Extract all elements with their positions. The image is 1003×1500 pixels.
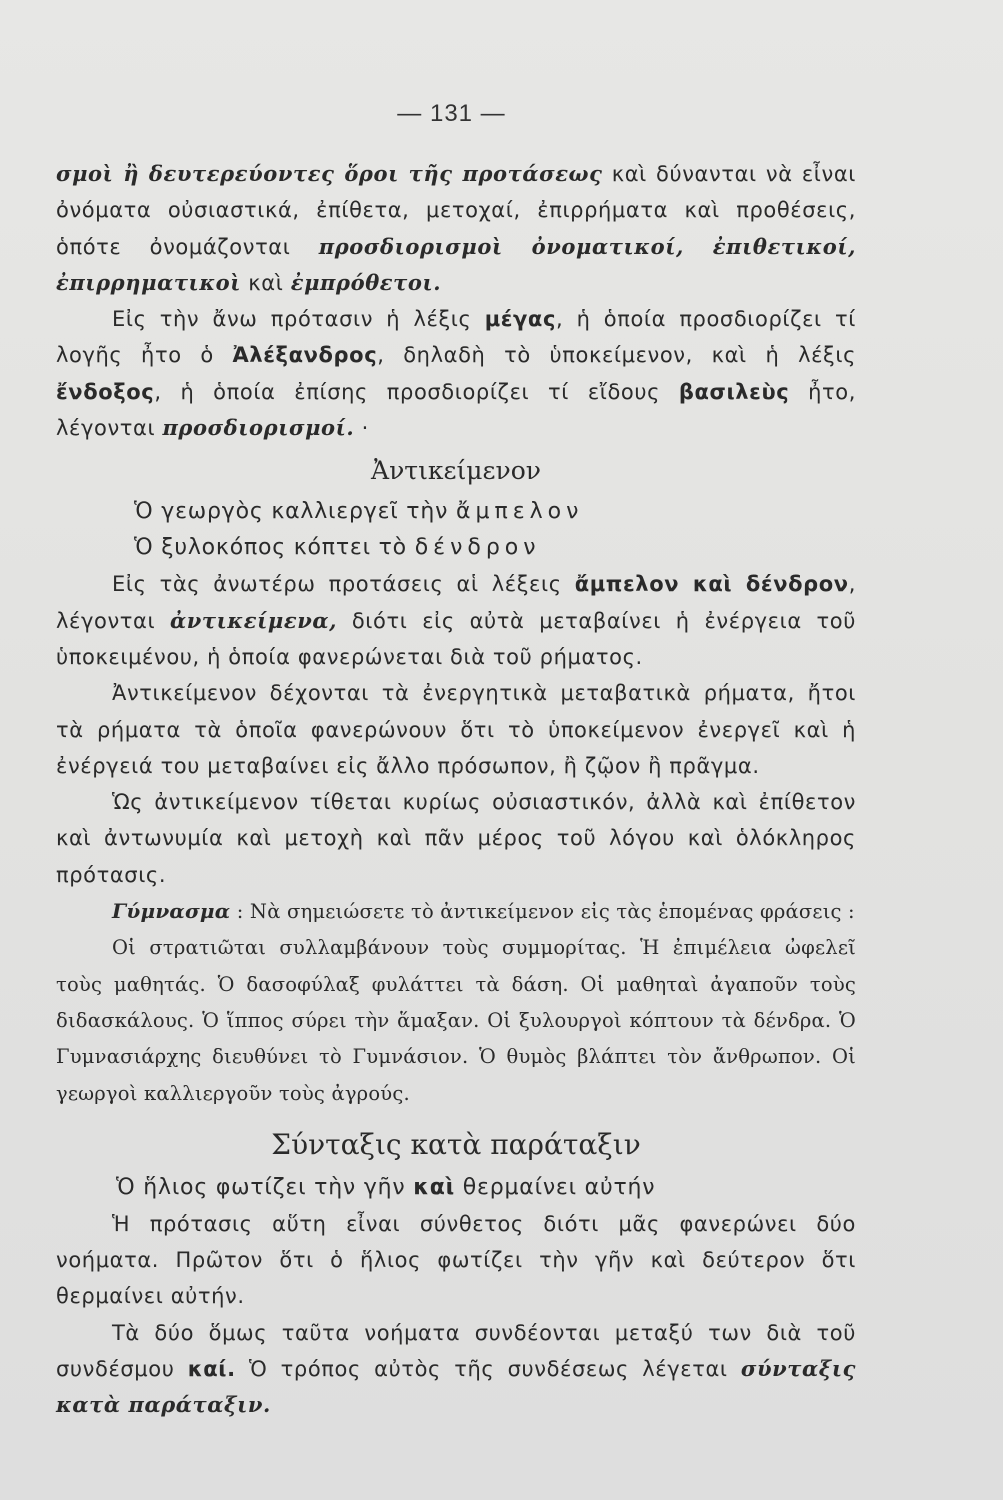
exercise-sentences: Οἱ στρατιῶται συλλαμβάνουν τοὺς συμμορίτας. Ἡ ἐπιμέλεια ὠφελεῖ τοὺς μαθητάς. Ὁ δασοφύλαξ φυλάττει τὰ δάση. Οἱ μαθηταὶ ἀγαποῦν τοὺς διδασκάλους. Ὁ ἵππος σύρει τὴν ἅμαξαν. Οἱ ξυλουργοὶ κόπτουν τὰ δένδρα. Ὁ Γυμνασιάρχης διευθύνει τὸ Γυμνάσιον. Ὁ θυμὸς βλάπτει τὸν ἄνθρωπον. Οἱ γεωργοὶ καλλιεργοῦν τοὺς ἀγρούς. — [56, 936, 856, 1105]
text-run: Εἰς τὰς ἀνωτέρω προτάσεις αἱ λέξεις — [112, 572, 575, 597]
bold-term: ἔνδοξος — [56, 379, 155, 404]
text-run: · — [354, 416, 369, 441]
paragraph-determiners — [56, 156, 856, 301]
text-run: , ἡ ὁποία προσδιορίζει τί λογῆς ἦτο ὁ — [56, 307, 856, 368]
paragraph-object-definition — [56, 566, 856, 675]
bold-term: καὶ — [413, 1174, 455, 1200]
bold-term: μέγας — [484, 307, 557, 332]
text-run: καὶ — [241, 270, 291, 295]
page-number: — 131 — — [397, 100, 506, 127]
section-heading-object: Ἀντικείμενον — [371, 456, 541, 486]
bold-term: ἄμπελον καὶ δένδρον — [574, 572, 849, 597]
spaced-term: δένδρον — [414, 535, 541, 561]
example-sentence — [56, 494, 856, 530]
text-run: , ἡ ὁποία ἐπίσης προσδιορίζει τί εἴδους — [154, 379, 679, 404]
text-run: διότι εἰς αὐτὰ μεταβαίνει ἡ ἐνέργεια τοῦ ὑποκειμένου, ἡ ὁποία φανερώνεται διὰ τοῦ ρήματος. — [56, 608, 857, 669]
text-run: Εἰς τὴν ἄνω πρότασιν ἡ λέξις — [112, 307, 485, 332]
italic-term: προσδιορισμοὶ ὀνοματικοί, ἐπιθετικοί, ἐπιρρηματικοὶ — [56, 233, 856, 295]
exercise-section — [56, 893, 856, 1112]
text-run: , δηλαδὴ τὸ ὑποκείμενον, καὶ ἡ λέξις — [377, 343, 856, 368]
paragraph-example-explanation — [56, 301, 856, 446]
exercise-label: Γύμνασμα — [112, 899, 231, 924]
exercise-instructions — [56, 893, 856, 930]
italic-term: σμοὶ ἢ δευτερεύοντες ὅροι τῆς προτάσεως — [56, 161, 603, 186]
text-run: Τὰ δύο ὅμως ταῦτα νοήματα συνδέονται μεταξύ των διὰ τοῦ συνδέσμου — [56, 1320, 856, 1382]
page-content — [56, 156, 856, 1424]
italic-term: σύνταξις κατὰ παράταξιν. — [56, 1356, 856, 1418]
text-run: Ὁ τρόπος αὐτὸς τῆς συνδέσεως λέγεται — [235, 1357, 741, 1382]
text-run: Ὁ ξυλοκόπος κόπτει τὸ — [134, 535, 415, 561]
paragraph-transitive-verbs: Ἀντικείμενον δέχονται τὰ ἐνεργητικὰ μεταβατικὰ ρήματα, ἤτοι τὰ ρήματα τὰ ὁποῖα φανερώνουν ὅτι τὸ ὑποκείμενον ἐνεργεῖ καὶ ἡ ἐνέργειά του μεταβαίνει εἰς ἄλλο πρόσωπον, ἢ ζῷον ἢ πρᾶγμα. — [56, 681, 856, 778]
paragraph-conjunction — [56, 1315, 856, 1424]
italic-term: ἐμπρόθετοι. — [290, 269, 442, 295]
text-run: , λέγονται — [56, 572, 856, 633]
spaced-term: ἄμπελον — [455, 499, 584, 525]
italic-term: προσδιορισμοί. — [162, 415, 355, 441]
paragraph-compound-sentence: Ἡ πρότασις αὕτη εἶναι σύνθετος διότι μᾶς φανερώνει δύο νοήματα. Πρῶτον ὅτι ὁ ἥλιος φωτίζει τὴν γῆν καὶ δεύτερον ὅτι θερμαίνει αὐτήν. — [56, 1211, 856, 1309]
bold-term: βασιλεὺς — [678, 379, 790, 404]
text-run: Ὁ γεωργὸς καλλιεργεῖ τὴν — [134, 499, 456, 525]
bold-term: καί. — [187, 1357, 236, 1382]
text-run: ἦτο, λέγονται — [56, 379, 857, 441]
example-sentence — [56, 530, 856, 566]
bold-term: Ἀλέξανδρος — [232, 343, 378, 368]
text-run: Ὁ ἥλιος φωτίζει τὴν γῆν — [116, 1174, 414, 1200]
italic-term: ἀντικείμενα, — [169, 607, 338, 633]
text-run: : Νὰ σημειώσετε τὸ ἀντικείμενον εἰς τὰς ἑπομένας φράσεις : — [230, 900, 855, 924]
section-heading-parataxis: Σύνταξις κατὰ παράταξιν — [271, 1127, 641, 1161]
example-sentence — [56, 1170, 856, 1206]
text-run: καὶ δύνανται νὰ εἶναι ὀνόματα οὐσιαστικά, ἐπίθετα, μετοχαί, ἐπιρρήματα καὶ προθέσεις, ὁπότε ὀνομάζονται — [56, 162, 856, 259]
text-run: θερμαίνει αὐτήν — [454, 1174, 656, 1200]
paragraph-object-types: Ὡς ἀντικείμενον τίθεται κυρίως οὐσιαστικόν, ἀλλὰ καὶ ἐπίθετον καὶ ἀντωνυμία καὶ μετοχὴ καὶ πᾶν μέρος τοῦ λόγου καὶ ὁλόκληρος πρότασις. — [56, 790, 856, 887]
